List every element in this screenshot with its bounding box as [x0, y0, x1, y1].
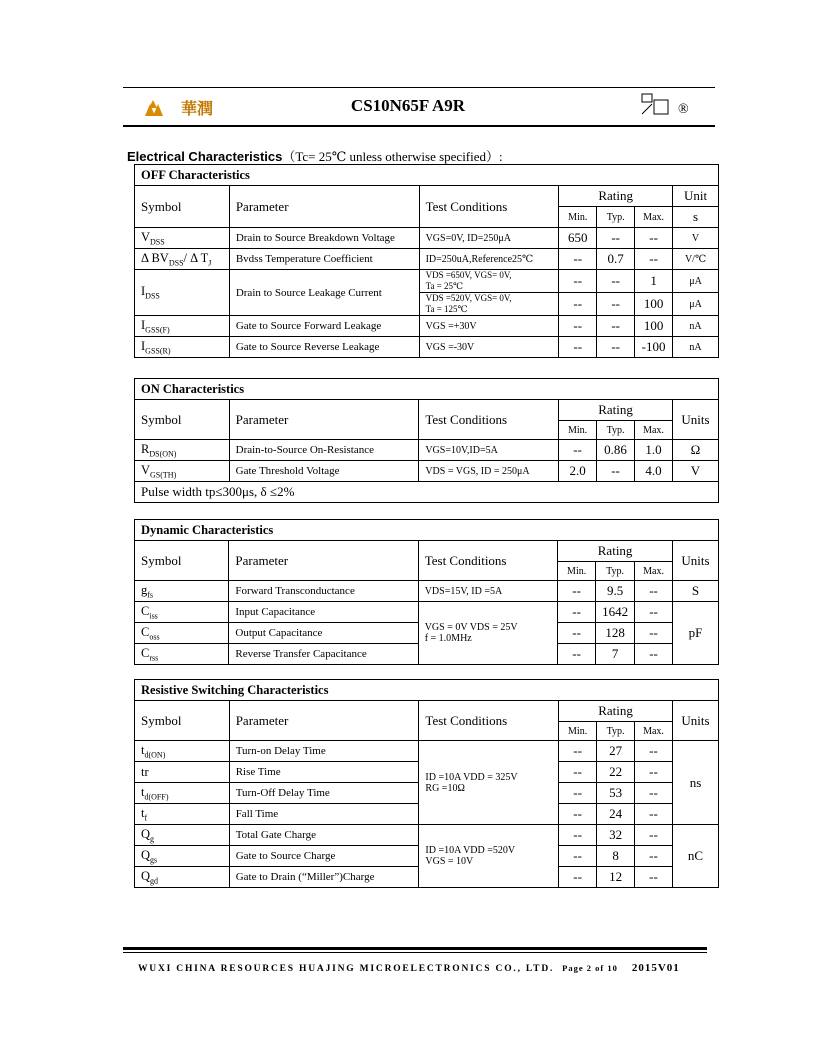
min-cell: --: [559, 249, 597, 270]
table-row: [135, 270, 719, 293]
charge-unit-cell: nC: [673, 825, 719, 888]
dyn-col-typ: Typ.: [596, 562, 635, 581]
switching-title: Resistive Switching Characteristics: [135, 680, 719, 701]
symbol-cell: $C_{iss}$: [135, 602, 229, 623]
min-cell: --: [559, 762, 597, 783]
typ-cell: --: [597, 316, 635, 337]
condition-cell: VGS=10V,ID=5A: [419, 440, 559, 461]
max-cell: 4.0: [635, 461, 673, 482]
typ-cell: 24: [597, 804, 635, 825]
symbol-cell: $I_{DSS}$: [135, 270, 230, 316]
dyn-col-parameter: Parameter: [229, 541, 418, 581]
parameter-cell: Rise Time: [229, 762, 419, 783]
typ-cell: 53: [597, 783, 635, 804]
unit-cell: μA: [673, 293, 719, 316]
sw-col-rating: Rating: [559, 701, 673, 722]
header-top-rule: [123, 87, 715, 88]
sw-col-units: Units: [673, 701, 719, 741]
dyn-col-test: Test Conditions: [418, 541, 557, 581]
dyn-col-min: Min.: [558, 562, 596, 581]
on-col-parameter: Parameter: [229, 400, 419, 440]
parameter-cell: Gate to Drain (“Miller”)Charge: [229, 867, 419, 888]
table-row: [135, 602, 719, 623]
on-characteristics-table: [134, 378, 719, 503]
typ-cell: 7: [596, 644, 635, 665]
pulse-width-note: Pulse width tp≤300μs, δ ≤2%: [135, 482, 719, 503]
parameter-cell: Gate to Source Charge: [229, 846, 419, 867]
max-cell: --: [635, 741, 673, 762]
on-title: ON Characteristics: [135, 379, 719, 400]
max-cell: --: [635, 846, 673, 867]
off-col-symbol: Symbol: [135, 186, 230, 228]
min-cell: --: [558, 623, 596, 644]
footer-company: WUXI CHINA RESOURCES HUAJING MICROELECTRONICS CO., LTD.: [138, 964, 555, 974]
parameter-cell: Gate Threshold Voltage: [229, 461, 419, 482]
condition-cell: ID=250uA,Reference25℃: [419, 249, 559, 270]
table-row: [135, 741, 719, 762]
min-cell: --: [559, 293, 597, 316]
symbol-cell: $I_{GSS(F)}$: [135, 316, 230, 337]
unit-cell: nA: [673, 337, 719, 358]
parameter-cell: Gate to Source Reverse Leakage: [229, 337, 419, 358]
symbol-cell: $Q_{gs}$: [135, 846, 230, 867]
symbol-cell: $t_{d(OFF)}$: [135, 783, 230, 804]
min-cell: --: [559, 783, 597, 804]
parameter-cell: Turn-on Delay Time: [229, 741, 419, 762]
dynamic-characteristics-table: [134, 519, 719, 665]
off-col-rating: Rating: [559, 186, 673, 207]
max-cell: --: [635, 783, 673, 804]
parameter-cell: Fall Time: [229, 804, 419, 825]
min-cell: --: [559, 270, 597, 293]
symbol-cell: Δ $BV_{DSS}/$ Δ $T_J$: [135, 249, 230, 270]
max-cell: --: [635, 867, 673, 888]
page-title: CS10N65F A9R: [350, 96, 466, 115]
max-cell: --: [635, 602, 673, 623]
unit-cell: V/℃: [673, 249, 719, 270]
min-cell: --: [559, 337, 597, 358]
heading-bold: Electrical Characteristics: [127, 149, 283, 164]
max-cell: --: [635, 762, 673, 783]
typ-cell: 9.5: [596, 581, 635, 602]
table-row: [135, 581, 719, 602]
max-cell: -100: [635, 337, 673, 358]
table-row: [135, 461, 719, 482]
unit-cell: V: [673, 228, 719, 249]
typ-cell: 128: [596, 623, 635, 644]
heading-note: （Tc= 25℃ unless otherwise specified）:: [282, 149, 503, 164]
symbol-cell: $C_{rss}$: [135, 644, 229, 665]
header-bottom-rule: [123, 125, 715, 127]
table-row: [135, 249, 719, 270]
condition-cell: VGS =-30V: [419, 337, 559, 358]
symbol-cell: $Q_{gd}$: [135, 867, 230, 888]
max-cell: --: [635, 825, 673, 846]
switching-characteristics-table: [134, 679, 719, 888]
switching-time-condition-cell: ID =10A VDD = 325V RG =10Ω: [419, 741, 559, 825]
cert-mark: [640, 92, 689, 118]
max-cell: 1: [635, 270, 673, 293]
symbol-cell: $V_{DSS}$: [135, 228, 230, 249]
off-col-test: Test Conditions: [419, 186, 559, 228]
max-cell: --: [635, 249, 673, 270]
max-cell: --: [635, 581, 673, 602]
ul-cert-icon: [640, 92, 678, 118]
typ-cell: 32: [597, 825, 635, 846]
unit-cell: μA: [673, 270, 719, 293]
typ-cell: 1642: [596, 602, 635, 623]
off-col-min: Min.: [559, 207, 597, 228]
typ-cell: --: [597, 461, 635, 482]
unit-cell: S: [673, 581, 719, 602]
condition-cell: VGS=0V, ID=250μA: [419, 228, 559, 249]
sw-col-parameter: Parameter: [229, 701, 419, 741]
logo-text: 華潤: [181, 99, 214, 118]
min-cell: --: [559, 440, 597, 461]
min-cell: --: [559, 741, 597, 762]
typ-cell: --: [597, 337, 635, 358]
min-cell: --: [559, 316, 597, 337]
min-cell: --: [559, 867, 597, 888]
parameter-cell: Output Capacitance: [229, 623, 418, 644]
unit-cell: nA: [673, 316, 719, 337]
off-characteristics-table: [134, 164, 719, 358]
min-cell: 2.0: [559, 461, 597, 482]
unit-cell: V: [672, 461, 718, 482]
off-title: OFF Characteristics: [135, 165, 719, 186]
min-cell: --: [559, 804, 597, 825]
dyn-col-symbol: Symbol: [135, 541, 229, 581]
off-col-unit-s: s: [673, 207, 719, 228]
typ-cell: --: [597, 270, 635, 293]
time-unit-cell: ns: [673, 741, 719, 825]
parameter-cell: Drain-to-Source On-Resistance: [229, 440, 419, 461]
condition-cell: VDS =520V, VGS= 0V, Ta = 125℃: [419, 293, 559, 316]
min-cell: --: [559, 846, 597, 867]
off-col-parameter: Parameter: [229, 186, 419, 228]
sw-col-test: Test Conditions: [419, 701, 559, 741]
sw-col-symbol: Symbol: [135, 701, 230, 741]
off-col-unit: Unit: [673, 186, 719, 207]
typ-cell: --: [597, 228, 635, 249]
typ-cell: 0.7: [597, 249, 635, 270]
on-col-rating: Rating: [559, 400, 673, 421]
on-col-min: Min.: [559, 421, 597, 440]
parameter-cell: Total Gate Charge: [229, 825, 419, 846]
min-cell: --: [558, 644, 596, 665]
symbol-cell: $g_{fs}$: [135, 581, 229, 602]
table-row: [135, 825, 719, 846]
min-cell: --: [559, 825, 597, 846]
footer-page: Page 2 of 10: [562, 963, 618, 973]
min-cell: --: [558, 602, 596, 623]
typ-cell: 27: [597, 741, 635, 762]
table-row: [135, 337, 719, 358]
dyn-col-units: Units: [673, 541, 719, 581]
parameter-cell: Gate to Source Forward Leakage: [229, 316, 419, 337]
symbol-cell: $t_f$: [135, 804, 230, 825]
typ-cell: 8: [597, 846, 635, 867]
on-col-units: Units: [672, 400, 718, 440]
electrical-characteristics-heading: [127, 146, 503, 165]
on-col-typ: Typ.: [597, 421, 635, 440]
condition-cell: VDS=15V, ID =5A: [418, 581, 557, 602]
parameter-cell: Drain to Source Leakage Current: [229, 270, 419, 316]
symbol-cell: $V_{GS(TH)}$: [135, 461, 230, 482]
symbol-cell: $Q_g$: [135, 825, 230, 846]
symbol-cell: $t_{d(ON)}$: [135, 741, 230, 762]
typ-cell: 22: [597, 762, 635, 783]
symbol-cell: $R_{DS(ON)}$: [135, 440, 230, 461]
on-col-symbol: Symbol: [135, 400, 230, 440]
parameter-cell: Reverse Transfer Capacitance: [229, 644, 418, 665]
footer-version: 2015V01: [631, 962, 680, 974]
max-cell: 100: [635, 293, 673, 316]
footer-rule-thick: [123, 947, 707, 950]
sw-col-max: Max.: [635, 722, 673, 741]
footer-rule-thin: [123, 952, 707, 953]
parameter-cell: Turn-Off Delay Time: [229, 783, 419, 804]
parameter-cell: Forward Transconductance: [229, 581, 418, 602]
off-col-max: Max.: [635, 207, 673, 228]
table-row: [135, 316, 719, 337]
max-cell: --: [635, 644, 673, 665]
max-cell: --: [635, 228, 673, 249]
max-cell: --: [635, 804, 673, 825]
table-row: [135, 228, 719, 249]
dyn-col-max: Max.: [635, 562, 673, 581]
capacitance-condition-cell: VGS = 0V VDS = 25V f = 1.0MHz: [418, 602, 557, 665]
registered-mark: ®: [678, 102, 689, 117]
charge-condition-cell: ID =10A VDD =520V VGS = 10V: [419, 825, 559, 888]
dynamic-title: Dynamic Characteristics: [135, 520, 719, 541]
typ-cell: 0.86: [597, 440, 635, 461]
symbol-cell: tr: [135, 762, 230, 783]
symbol-cell: $I_{GSS(R)}$: [135, 337, 230, 358]
sw-col-typ: Typ.: [597, 722, 635, 741]
off-col-typ: Typ.: [597, 207, 635, 228]
condition-cell: VDS =650V, VGS= 0V, Ta = 25℃: [419, 270, 559, 293]
on-col-test: Test Conditions: [419, 400, 559, 440]
capacitance-unit-cell: pF: [673, 602, 719, 665]
min-cell: 650: [559, 228, 597, 249]
parameter-cell: Drain to Source Breakdown Voltage: [229, 228, 419, 249]
condition-cell: VGS =+30V: [419, 316, 559, 337]
unit-cell: Ω: [672, 440, 718, 461]
sw-col-min: Min.: [559, 722, 597, 741]
condition-cell: VDS = VGS, ID = 250μA: [419, 461, 559, 482]
parameter-cell: Bvdss Temperature Coefficient: [229, 249, 419, 270]
max-cell: --: [635, 623, 673, 644]
max-cell: 1.0: [635, 440, 673, 461]
min-cell: --: [558, 581, 596, 602]
on-col-max: Max.: [635, 421, 673, 440]
footer: [138, 962, 680, 974]
typ-cell: --: [597, 293, 635, 316]
table-row: [135, 440, 719, 461]
parameter-cell: Input Capacitance: [229, 602, 418, 623]
max-cell: 100: [635, 316, 673, 337]
symbol-cell: $C_{oss}$: [135, 623, 229, 644]
typ-cell: 12: [597, 867, 635, 888]
dyn-col-rating: Rating: [558, 541, 673, 562]
